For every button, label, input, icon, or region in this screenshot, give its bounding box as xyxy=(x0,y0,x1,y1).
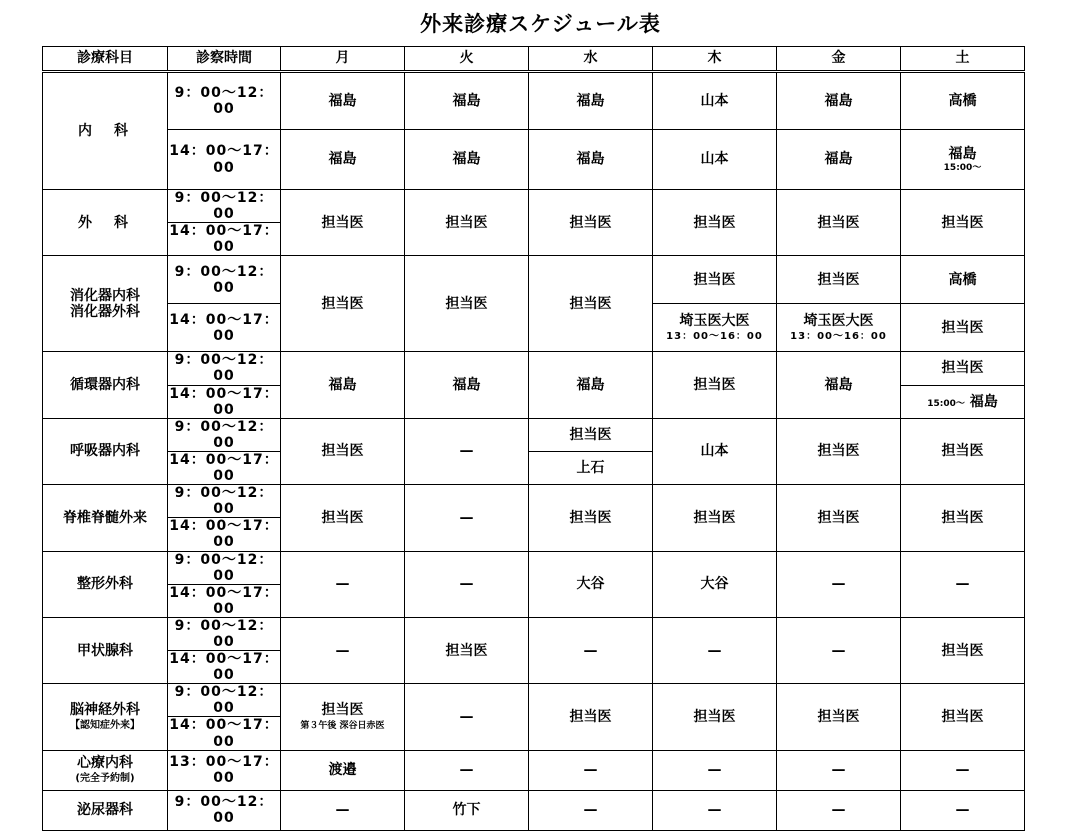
cell: — xyxy=(901,551,1025,617)
cell: 福島 xyxy=(405,130,529,190)
cell: — xyxy=(405,684,529,750)
cell: — xyxy=(405,418,529,484)
cell: — xyxy=(777,790,901,830)
cell: — xyxy=(777,551,901,617)
cell: 担当医 xyxy=(901,684,1025,750)
cell-note: 第３午後 深谷日赤医 xyxy=(300,721,385,732)
cell: 担当医 xyxy=(281,190,405,256)
header-dept: 診療科目 xyxy=(43,47,168,72)
cell: 大谷 xyxy=(529,551,653,617)
cell: 上石 xyxy=(529,451,653,484)
time-am: 9：00～12：00 xyxy=(168,617,281,650)
time-pm: 14：00～17：00 xyxy=(168,130,281,190)
cell: 山本 xyxy=(653,72,777,130)
cell: 高橋 xyxy=(901,256,1025,304)
time-pm: 14：00～17：00 xyxy=(169,223,279,256)
cell: 担当医 xyxy=(281,418,405,484)
cell: 担当医 xyxy=(653,190,777,256)
time-am: 9：00～12：00 xyxy=(168,256,281,304)
cell: 担当医 xyxy=(777,256,901,304)
cell: 福島 xyxy=(281,352,405,418)
cell: 渡邉 xyxy=(281,750,405,790)
table-row xyxy=(43,617,1025,650)
cell: 担当医 xyxy=(653,352,777,418)
cell xyxy=(777,304,901,352)
time-pm: 14：00～17：00 xyxy=(168,304,281,352)
time-pm: 14：00～17：00 xyxy=(169,717,279,750)
header-wed: 水 xyxy=(529,47,653,72)
cell: — xyxy=(281,790,405,830)
dept-yoyaku-label: (完全予約制) xyxy=(75,773,135,785)
cell: — xyxy=(777,617,901,683)
cell: 担当医 xyxy=(901,617,1025,683)
time-pm: 14：00～17：00 xyxy=(169,385,279,418)
table-row xyxy=(43,352,1025,385)
cell: 担当医 xyxy=(529,684,653,750)
dept-shokaki xyxy=(43,256,168,352)
time-pm2: 13：00～17：00 xyxy=(168,750,281,790)
table-row xyxy=(43,418,1025,451)
header-tue: 火 xyxy=(405,47,529,72)
dept-seikei: 整形外科 xyxy=(43,551,168,617)
dept-noshinkei xyxy=(43,684,168,750)
table-row xyxy=(43,256,1025,304)
table-row xyxy=(43,684,1025,717)
cell: 福島 xyxy=(529,72,653,130)
cell: 福島 xyxy=(405,352,529,418)
cell: 担当医 xyxy=(653,256,777,304)
cell: 担当医 xyxy=(529,418,653,451)
cell: 担当医 xyxy=(529,256,653,352)
cell: 担当医 xyxy=(901,304,1025,352)
cell: — xyxy=(653,617,777,683)
cell: 担当医 xyxy=(901,418,1025,484)
page-title: 外来診療スケジュール表 xyxy=(420,12,661,36)
cell: 担当医 xyxy=(405,256,529,352)
cell: 福島 xyxy=(281,72,405,130)
cell: — xyxy=(529,617,653,683)
cell-note: 13：00～16：00 xyxy=(666,331,763,343)
table-row xyxy=(43,485,1025,518)
header-row xyxy=(43,47,1025,72)
dept-shokaki-geka: 消化器外科 xyxy=(70,303,140,320)
cell: — xyxy=(653,790,777,830)
cell: 大谷 xyxy=(653,551,777,617)
dept-kojosen: 甲状腺科 xyxy=(43,617,168,683)
cell: 担当医 xyxy=(777,190,901,256)
cell: — xyxy=(529,790,653,830)
cell: 竹下 xyxy=(405,790,529,830)
cell: 担当医 xyxy=(901,190,1025,256)
cell xyxy=(281,684,405,750)
dept-geka: 外 科 xyxy=(43,190,168,256)
header-thu: 木 xyxy=(653,47,777,72)
cell-name: 福島 xyxy=(948,145,977,162)
dept-shinryo xyxy=(43,750,168,790)
cell: — xyxy=(529,750,653,790)
cell xyxy=(901,130,1025,190)
cell-note: 15:00～ xyxy=(927,398,965,409)
table-row xyxy=(43,130,1025,190)
dept-shokaki-naika: 消化器内科 xyxy=(70,287,140,304)
time-am: 9：00～12：00 xyxy=(168,551,281,584)
dept-sekichu: 脊椎脊髄外来 xyxy=(43,485,168,551)
dept-kokyuki: 呼吸器内科 xyxy=(43,418,168,484)
time-pm: 14：00～17：00 xyxy=(169,651,279,684)
cell-name: 埼玉医大医 xyxy=(679,313,750,330)
cell: 担当医 xyxy=(901,485,1025,551)
cell: 担当医 xyxy=(653,684,777,750)
cell: 担当医 xyxy=(777,485,901,551)
cell: 担当医 xyxy=(281,256,405,352)
cell: — xyxy=(405,750,529,790)
time-pm: 14：00～17：00 xyxy=(169,584,279,617)
cell: — xyxy=(901,750,1025,790)
cell-note: 13：00～16：00 xyxy=(790,331,887,343)
time-am: 9：00～12：00 xyxy=(168,790,281,830)
cell: 福島 xyxy=(777,72,901,130)
dept-hinyoki: 泌尿器科 xyxy=(43,790,168,830)
time-am: 9：00～12：00 xyxy=(168,352,281,385)
cell: 担当医 xyxy=(777,418,901,484)
table-row xyxy=(43,72,1025,130)
cell: — xyxy=(281,617,405,683)
cell-note: 15:00～ xyxy=(943,162,982,173)
cell: 担当医 xyxy=(281,485,405,551)
cell: 山本 xyxy=(653,418,777,484)
cell: 福島 xyxy=(529,130,653,190)
cell: 担当医 xyxy=(405,190,529,256)
time-am: 9：00～12：00 xyxy=(168,485,281,518)
cell: — xyxy=(405,485,529,551)
time-am: 9：00～12：00 xyxy=(168,418,281,451)
schedule-table xyxy=(42,46,1025,831)
dept-ninchisho-label: 【認知症外来】 xyxy=(70,720,140,732)
cell: — xyxy=(653,750,777,790)
time-pm: 14：00～17：00 xyxy=(169,451,279,485)
dept-junkanki: 循環器内科 xyxy=(43,352,168,418)
cell: — xyxy=(901,790,1025,830)
cell: 福島 xyxy=(777,352,901,418)
time-am: 9：00～12：00 xyxy=(168,684,281,717)
header-sat: 土 xyxy=(901,47,1025,72)
cell: — xyxy=(281,551,405,617)
header-mon: 月 xyxy=(281,47,405,72)
header-time: 診察時間 xyxy=(168,47,281,72)
cell: — xyxy=(777,750,901,790)
cell xyxy=(901,385,1025,418)
cell: 福島 xyxy=(777,130,901,190)
cell: 担当医 xyxy=(529,485,653,551)
cell-name: 埼玉医大医 xyxy=(803,313,874,330)
cell-name: 担当医 xyxy=(321,702,364,719)
cell: 福島 xyxy=(281,130,405,190)
cell: 福島 xyxy=(529,352,653,418)
cell: 福島 xyxy=(405,72,529,130)
cell: 担当医 xyxy=(777,684,901,750)
header-fri: 金 xyxy=(777,47,901,72)
cell: 担当医 xyxy=(529,190,653,256)
dept-naika: 内 科 xyxy=(43,72,168,190)
dept-noshinkei-label: 脳神経外科 xyxy=(70,702,140,719)
cell: 担当医 xyxy=(653,485,777,551)
table-row xyxy=(43,790,1025,830)
cell: 高橋 xyxy=(901,72,1025,130)
cell: 担当医 xyxy=(405,617,529,683)
table-row xyxy=(43,190,1025,223)
time-pm: 14：00～17：00 xyxy=(169,518,279,551)
cell: — xyxy=(405,551,529,617)
time-am: 9：00～12：00 xyxy=(168,190,281,223)
cell: 山本 xyxy=(653,130,777,190)
cell-name: 福島 xyxy=(969,393,998,410)
table-row xyxy=(43,551,1025,584)
table-row xyxy=(43,750,1025,790)
dept-shinryo-label: 心療内科 xyxy=(77,755,133,772)
cell xyxy=(653,304,777,352)
time-am: 9：00～12：00 xyxy=(168,72,281,130)
cell: 担当医 xyxy=(901,352,1025,385)
